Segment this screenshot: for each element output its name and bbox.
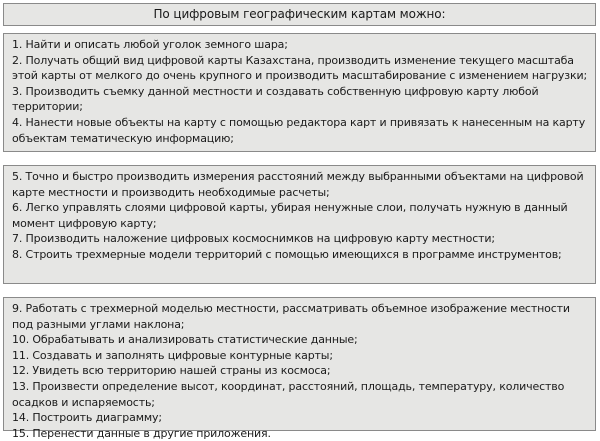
section-2-box [3, 165, 596, 284]
list-item-11: 11. Создавать и заполнять цифровые контурные карты; [12, 348, 333, 362]
header-box [3, 3, 596, 26]
list-item-3: 3. Производить съемку данной местности и создавать собственную цифровую карту любой территории; [12, 84, 539, 114]
list-item-4: 4. Нанести новые объекты на карту с помощью редактора карт и привязать к нанесенным на карту объектам тематическую информацию; [12, 115, 586, 145]
section-3-box [3, 297, 596, 440]
list-item-8: 8. Строить трехмерные модели территорий с помощью имеющихся в программе инструментов; [12, 247, 562, 261]
list-item-12: 12. Увидеть всю территорию нашей страны из космоса; [12, 364, 331, 378]
list-item-14: 14. Построить диаграмму; [12, 411, 162, 425]
list-item-2: 2. Получать общий вид цифровой карты Казахстана, производить изменение текущего масштаба этой карты от мелкого до очень крупного и производить масштабирование с изменением нагрузки; [12, 53, 588, 83]
list-item-13: 13. Произвести определение высот, координат, расстояний, площадь, температуру, количество осадков и испаряемость; [12, 379, 565, 409]
list-item-5: 5. Точно и быстро производить измерения расстояний между выбранными объектами на цифровой карте местности и производить необходимые расчеты; [12, 170, 584, 199]
list-item-15: 15. Перенести данные в другие приложения. [12, 426, 271, 440]
list-item-9: 9. Работать с трехмерной моделью местности, рассматривать объемное изображение местности под разными углами наклона; [12, 302, 570, 331]
list-item-6: 6. Легко управлять слоями цифровой карты, убирая ненужные слои, получать нужную в данный момент цифровую карту; [12, 201, 568, 230]
list-item-7: 7. Производить наложение цифровых космоснимков на цифровую карту местности; [12, 232, 495, 246]
header-title: По цифровым географическим картам можно: [153, 7, 446, 21]
list-item-1: 1. Найти и описать любой уголок земного шара; [12, 38, 288, 51]
list-item-10: 10. Обрабатывать и анализировать статистические данные; [12, 333, 358, 347]
section-1-box [3, 33, 596, 152]
